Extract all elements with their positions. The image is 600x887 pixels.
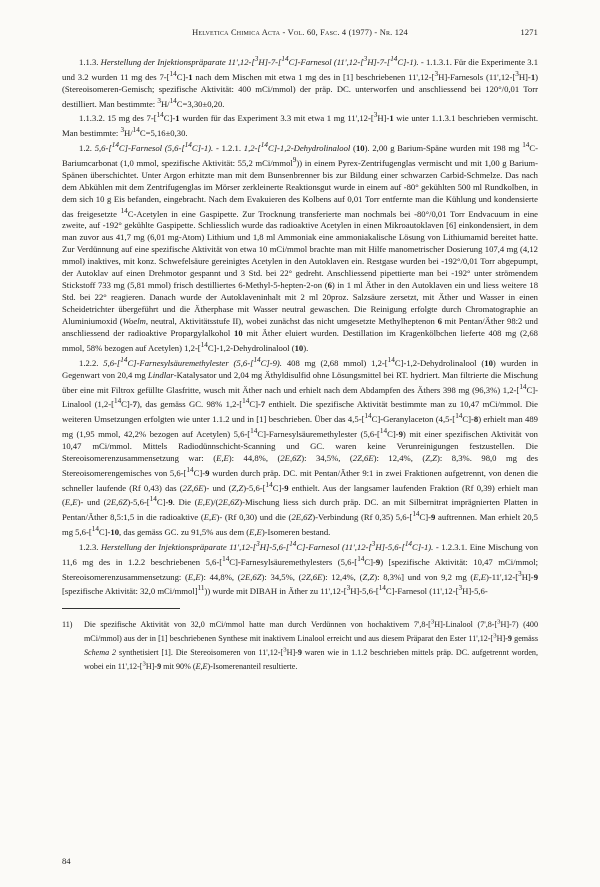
paragraph-1-2-3: 1.2.3. Herstellung der Injektionspräparate 11',12-[$^3$H]-5,6-[$^{14}$C]-Farnesol (11',12-[$^3$H]-5,6-[$^{14}$C]-1). - 1.2.3.1. Eine Mischung von 11,6 mg des in 1.2.2 beschriebenen 5,6-[$^{14}$C]-Farnesylsäuremethylesters (5,6-[$^{14}$C]-9) [spezifische Aktivität: 10,47 mCi/mmol; Stereoisomerenzusammensetzung: (E,E): 44,8%, (2E,6Z): 34,5%, (2Z,6E): 12,4%, (Z,Z): 8,3%] und von 9,2 mg (E,E)-11',12-[$^3$H]-9 [spezifische Aktivität: 32,0 mCi/mmol]$^{11}$)) wurde mit DIBAH in Äther zu 11',12-[$^3$H]-5,6-[$^{14}$C]-Farnesol (11',12-[$^3$H]-5,6- (62, 539, 539, 597)
page-number: 1271 (520, 28, 538, 37)
footnote-mark: 11) (62, 619, 73, 629)
bottom-page-number: 84 (62, 856, 71, 866)
paragraph-1-1-3-2: 1.1.3.2. 15 mg des 7-[$^{14}$C]-1 wurden für das Experiment 3.3 mit etwa 1 mg 11',12-[$^3$H]-1 wie unter 1.1.3.1 beschrieben vermischt. Man bestimmte: $^3$H/$^{14}$C=5,16±0,30. (62, 111, 539, 139)
footnote-text: Die spezifische Aktivität von 32,0 mCi/mmol hatte man durch Verdünnen von hochaktivem 7',8-[$^3$H]-Linalool (7',8-[$^3$H]-7) (400 mCi/mmol) aus der in [1] beschriebenen Synthese mit inaktivem Linalool erreicht und aus diesem Präparat den Ester 11',12-[$^3$H]-9 gemäss Schema 2 synthetisiert [1]. Die Stereoisomeren von 11',12-[$^3$H]-9 waren wie in 1.1.2 beschrieben mittels präp. DC. aufgetrennt worden, wobei ein 11',12-[$^3$H]-9 mit 90% (E,E)-Isomerenanteil resultierte. (84, 618, 538, 671)
paragraph-1-2: 1.2. 5,6-[$^{14}$C]-Farnesol (5,6-[$^{14}$C]-1). - 1.2.1. 1,2-[$^{14}$C]-1,2-Dehydrolinalool (10). 2,00 g Barium-Späne wurden mit 198 mg $^{14}$C-Bariumcarbonat (1,0 mmol, spezifische Aktivität: 55,2 mCi/mmol$^9$)) in einem Pyrex-Zentrifugenglas vermischt und mit 1,00 g Barium-Spänen überschichtet. Unter Argon erhitzte man mit dem Bunsenbrenner bis zur Bildung einer schwarzen Carbid-Schmelze. Das nach dem Abkühlen mit dem Zentrifugenglas im Mörser zerkleinerte Reaktionsgut wurde in einem auf -80° gekühlten 500 ml Rundkolben, in dem sich 10 g Eis befanden, eingebracht. Nach dem Evakuieren des Kolbens auf 0,01 Torr entfernte man die Kühlung und kondensierte das freigesetzte $^{14}$C-Acetylen in eine Gaspipette. Zur Trocknung transferierte man nochmals bei -80°/0,01 Torr Endvacuum in eine zweite, auf -192° gekühlte Gaspipette. Schliesslich wurde das radioaktive Acetylen in einen Mikroautoklaven [6] einkondensiert, in dem man zuvor aus 41,7 mg (6,01 mg-Atom) Lithium und 1,8 ml Ammoniak eine ammoniakalische Lösung von Lithiumamid bereitet hatte. Zur Verdünnung auf eine spezifische Aktivität von etwa 10 mCi/mmol brachte man mit Hilfe manometrischer Dosierung 107,4 mg (4,12 mmol) inaktives, mit konz. Schwefelsäure gereinigtes Acetylen in den Autoklaven ein. Restgase wurden bei -192°/0,01 Torr abgepumpt, der Autoklav auf einen Drehmotor gespannt und 3 Std. bei 22° gedreht. Anschliessend pipettierte man bei -192° unter strömendem Stickstoff 733 mg (5,81 mmol) frisch destilliertes 6-Methyl-5-hepten-2-on (6) in 1 ml Äther in den Autoklaven ein und liess weitere 18 Std. bei 22° reagieren. Danach wurde der Autoklaveninhalt mit 2 ml 20proz. Salzsäure zersetzt, mit Äther und Wasser in einen Scheidetrichter übergeführt und die Ätherphase mit Wasser neutral gewaschen. Die Reinigung erfolgte durch Chromatographie an Aluminiumoxid (Woelm, neutral, Aktivitätsstufe II), wobei zunächst das nicht umgesetzte Methylheptenon 6 mit Pentan/Äther 98:2 und anschliessend der radioaktive Propargylalkohol 10 mit Äther eluiert wurden. Destillation im Kragenkölbchen lieferte 408 mg (2,68 mmol, 58% bezogen auf Acetylen) 1,2-[$^{14}$C]-1,2-Dehydrolinalool (10). (62, 141, 539, 353)
footnote (62, 616, 538, 672)
journal-page (62, 28, 538, 672)
footnote-rule (62, 608, 180, 609)
running-header (62, 28, 538, 44)
running-title: Helvetica Chimica Acta - Vol. 60, Fasc. 4 (1977) - Nr. 124 (192, 28, 408, 37)
paragraph-1-1-3: 1.1.3. Herstellung der Injektionspräparate 11',12-[$^3$H]-7-[$^{14}$C]-Farnesol (11',12-[$^3$H]-7-[$^{14}$C]-1). - 1.1.3.1. Für die Experimente 3.1 und 3.2 wurden 11 mg des 7-[$^{14}$C]-1 nach dem Mischen mit etwa 1 mg des in [1] beschriebenen 11',12-[$^3$H]-Farnesols (11',12-[$^3$H]-1) (Stereoisomeren-Gemisch; spezifische Aktivität: 400 mCi/mmol) der präp. DC. unterworfen und anschliessend bei 120°/0,01 Torr destilliert. Man bestimmte: $^3$H/$^{14}$C=3,30±0,20. (62, 55, 539, 109)
article-body (62, 54, 538, 598)
paragraph-1-2-2: 1.2.2. 5,6-[$^{14}$C]-Farnesylsäuremethylester (5,6-[$^{14}$C]-9). 408 mg (2,68 mmol) 1,2-[$^{14}$C]-1,2-Dehydrolinalool (10) wurden in Gegenwart von 20,4 mg Lindlar-Katalysator und 2,04 mg Äthyldisulfid ohne Lösungsmittel bei RT. hydriert. Man filtrierte die Mischung über eine mit Filtrox gefüllte Glasfritte, wusch mit Äther nach und erhielt nach dem Abdampfen des Äthers 398 mg (96,3%) 1,2-[$^{14}$C]-Linalool (1,2-[$^{14}$C]-7), das gemäss GC. 98% 1,2-[$^{14}$C]-7 enthielt. Die spezifische Aktivität bestimmte man zu 10,47 mCi/mmol. Die weiteren Umsetzungen erfolgten wie unter 1.1.2 und in [1] beschrieben. Über das 4,5-[$^{14}$C]-Geranylaceton (4,5-[$^{14}$C]-8) erhielt man 489 mg (1,95 mmol, 42,2% bezogen auf Acetylen) 5,6-[$^{14}$C]-Farnesylsäuremethylester (5,6-[$^{14}$C]-9) mit einer spezifischen Aktivität von 10,47 mCi/mmol. Mittels Radiodünnschicht-Scanning und GC. waren keine Verunreinigungen festzustellen. Die Stereoisomerenzusammensetzung war: (E,E): 44,8%, (2E,6Z): 34,5%, (2Z,6E): 12,4%, (Z,Z): 8,3%. 98,0 mg des Stereoisomerengemisches von 5,6-[$^{14}$C]-9 wurden durch präp. DC. mit Pentan/Äther 9:1 in zwei Fraktionen aufgetrennt, von denen die schneller laufende (Rf 0,43) das (2Z,6E)- und (Z,Z)-5,6-[$^{14}$C]-9 enthielt. Aus der langsamer laufenden Fraktion (Rf 0,39) erhielt man (E,E)- und (2E,6Z)-5,6-[$^{14}$C]-9. Die (E,E)/(2E,6Z)-Mischung liess sich durch präp. DC. an mit Silbernitrat imprägnierten Platten in Pentan/Äther 8,5:1,5 in die radioaktive (E,E)- (Rf 0,30) und die (2E,6Z)-Verbindung (Rf 0,35) 5,6-[$^{14}$C]-9 auftrennen. Man erhielt 20,5 mg 5,6-[$^{14}$C]-10, das gemäss GC. zu 91,5% aus dem (E,E)-Isomeren bestand. (62, 355, 539, 537)
